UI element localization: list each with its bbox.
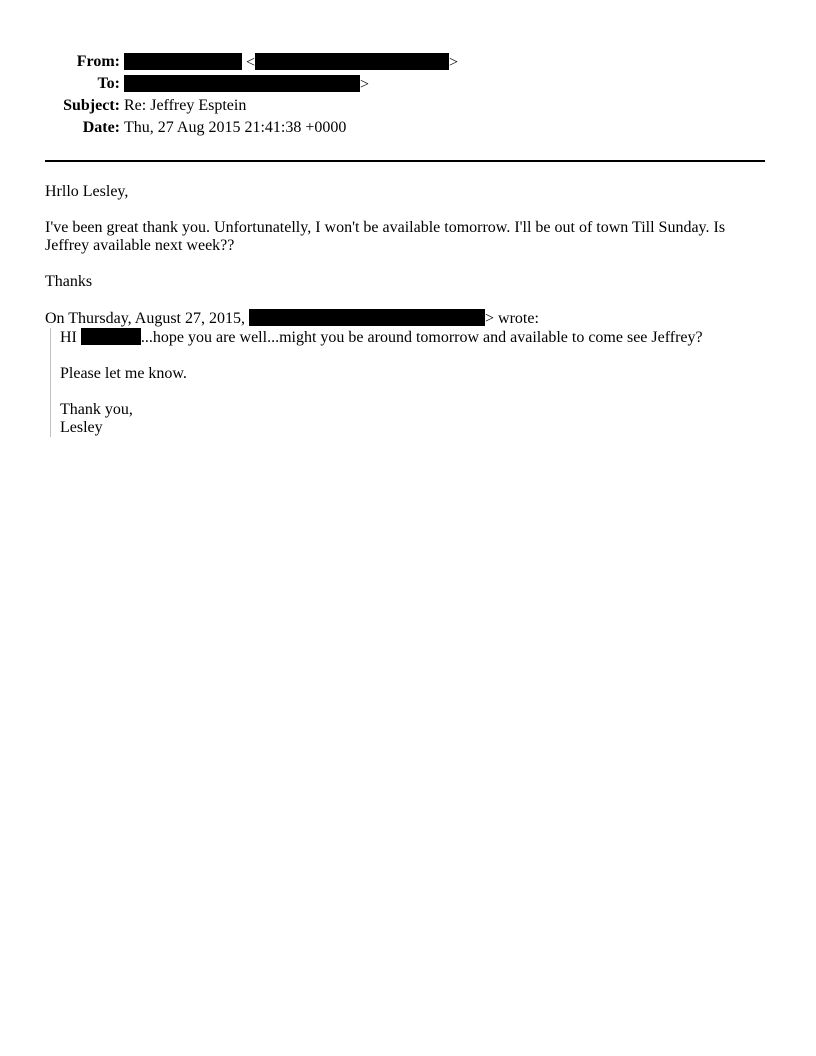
thanks-line: Thanks xyxy=(45,273,93,290)
quoted-line-rest: ...hope you are well...might you be around tomorrow and available to come see Jeffrey? xyxy=(140,329,703,346)
from-gt: > xyxy=(449,54,459,71)
email-header xyxy=(0,53,816,141)
redacted-sender-name xyxy=(124,53,242,70)
quoted-closing xyxy=(60,401,765,437)
quoted-hi: HI xyxy=(60,329,77,346)
from-label: From: xyxy=(76,53,120,70)
from-lt: < xyxy=(246,54,256,71)
subject-label: Subject: xyxy=(63,97,120,114)
to-gt: > xyxy=(360,76,370,93)
body-paragraph: I've been great thank you. Unfortunatelly, I won't be available tomorrow. I'll be out of town Till Sunday. Is Jeffrey available next week?? xyxy=(45,219,726,254)
to-label: To: xyxy=(97,75,120,92)
from-value xyxy=(124,53,458,72)
to-row xyxy=(0,75,816,97)
quote-intro-prefix: On Thursday, August 27, 2015, xyxy=(45,310,245,327)
redacted-quoted-sender xyxy=(249,309,485,326)
redacted-recipient xyxy=(124,75,360,92)
quoted-thank-you: Thank you, xyxy=(60,401,133,418)
quoted-message xyxy=(50,328,765,437)
date-value: Thu, 27 Aug 2015 21:41:38 +0000 xyxy=(124,119,347,136)
redacted-sender-email xyxy=(255,53,449,70)
date-row xyxy=(0,119,816,141)
subject-value: Re: Jeffrey Esptein xyxy=(124,97,247,114)
quoted-please: Please let me know. xyxy=(60,365,187,382)
email-body xyxy=(45,183,765,437)
from-row xyxy=(0,53,816,75)
date-label: Date: xyxy=(82,119,120,136)
subject-row xyxy=(0,97,816,119)
redacted-quoted-name xyxy=(81,328,141,345)
quoted-signature: Lesley xyxy=(60,419,103,436)
greeting: Hrllo Lesley, xyxy=(45,183,129,200)
quote-intro-suffix: > wrote: xyxy=(485,310,539,327)
quote-attribution xyxy=(45,309,765,328)
quoted-first-line xyxy=(60,328,765,347)
to-value xyxy=(124,75,369,94)
header-divider xyxy=(45,160,765,162)
